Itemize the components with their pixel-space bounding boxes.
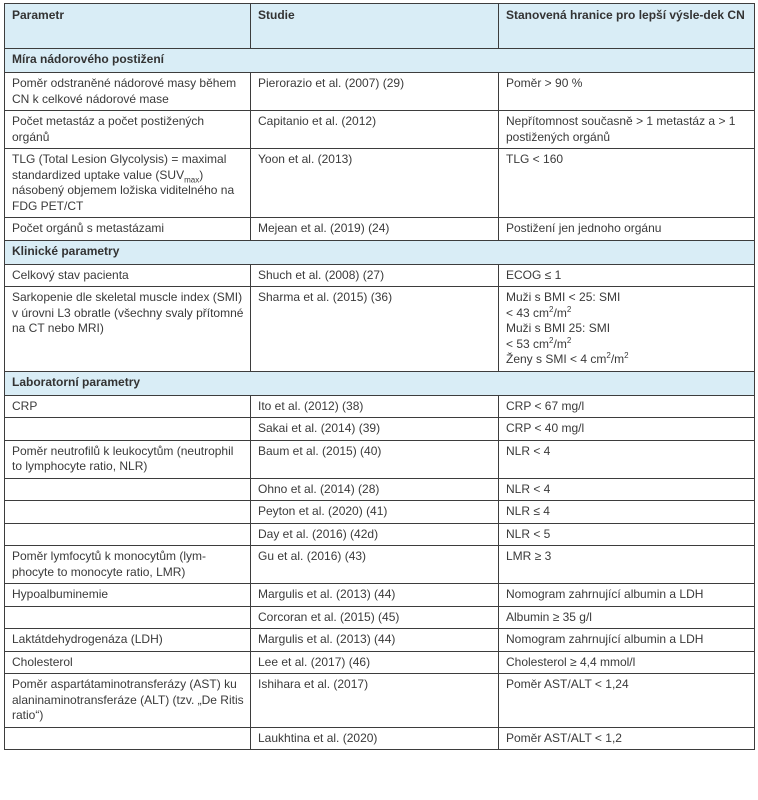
section-row [5, 371, 755, 395]
cutoff-cell: Nepřítomnost současně > 1 metastáz a > 1 postižených orgánů [499, 111, 755, 149]
parameters-table [4, 3, 755, 750]
cutoff-cell: CRP < 40 mg/l [499, 418, 755, 441]
cutoff-cell: Nomogram zahrnující albumin a LDH [499, 629, 755, 652]
section-title: Laboratorní parametry [5, 371, 755, 395]
param-cell: Hypoalbuminemie [5, 584, 251, 607]
table-row [5, 264, 755, 287]
cutoff-cell: NLR < 4 [499, 478, 755, 501]
superscript: 2 [624, 351, 629, 360]
param-cell: Cholesterol [5, 651, 251, 674]
superscript: 2 [549, 304, 554, 314]
param-cell [5, 606, 251, 629]
superscript: 2 [566, 335, 572, 345]
section-row [5, 49, 755, 73]
table-row [5, 727, 755, 750]
param-cell: Sarkopenie dle skeletal muscle index (SMI) v úrovni L3 obratle (všechny svaly přítomné na CT nebo MRI) [5, 287, 251, 372]
cutoff-line [506, 306, 748, 322]
study-cell: Baum et al. (2015) (40) [251, 440, 499, 478]
table-row [5, 218, 755, 241]
study-cell: Ohno et al. (2014) (28) [251, 478, 499, 501]
cutoff-line [506, 352, 748, 368]
table-row [5, 440, 755, 478]
param-cell: Poměr aspartátaminotransferázy (AST) ku alaninaminotransferáze (ALT) (tzv. „De Ritis ratio“) [5, 674, 251, 728]
param-cell: Poměr neutrofilů k leukocytům (neutrophil to lymphocyte ratio, NLR) [5, 440, 251, 478]
param-cell [5, 149, 251, 218]
cutoff-cell: NLR ≤ 4 [499, 501, 755, 524]
section-row [5, 240, 755, 264]
table-row [5, 523, 755, 546]
cutoff-cell: Postižení jen jednoho orgánu [499, 218, 755, 241]
study-cell: Mejean et al. (2019) (24) [251, 218, 499, 241]
table-row [5, 478, 755, 501]
study-cell: Corcoran et al. (2015) (45) [251, 606, 499, 629]
study-cell: Ito et al. (2012) (38) [251, 395, 499, 418]
cutoff-text: /m [553, 305, 567, 320]
header-row [5, 4, 755, 49]
table-row [5, 395, 755, 418]
header-studie: Studie [251, 4, 499, 49]
param-text: TLG (Total Lesion Glycolysis) = maximal standardized uptake value (SUV [12, 152, 227, 182]
study-cell: Laukhtina et al. (2020) [251, 727, 499, 750]
study-cell: Pierorazio et al. (2007) (29) [251, 73, 499, 111]
param-cell: Laktátdehydrogenáza (LDH) [5, 629, 251, 652]
param-cell [5, 501, 251, 524]
param-cell [5, 523, 251, 546]
cutoff-cell: LMR ≥ 3 [499, 546, 755, 584]
cutoff-cell: Albumin ≥ 35 g/l [499, 606, 755, 629]
study-cell: Yoon et al. (2013) [251, 149, 499, 218]
cutoff-cell: NLR < 4 [499, 440, 755, 478]
param-cell [5, 418, 251, 441]
superscript: 2 [549, 335, 554, 345]
table-row [5, 606, 755, 629]
study-cell: Sharma et al. (2015) (36) [251, 287, 499, 372]
table-row [5, 287, 755, 372]
cutoff-cell: ECOG ≤ 1 [499, 264, 755, 287]
header-parametr: Parametr [5, 4, 251, 49]
cutoff-cell: Cholesterol ≥ 4,4 mmol/l [499, 651, 755, 674]
cutoff-line: Muži s BMI < 25: SMI [506, 290, 621, 304]
param-cell [5, 478, 251, 501]
param-cell: Celkový stav pacienta [5, 264, 251, 287]
cutoff-cell: Nomogram zahrnující albumin a LDH [499, 584, 755, 607]
study-cell: Margulis et al. (2013) (44) [251, 584, 499, 607]
cutoff-cell: NLR < 5 [499, 523, 755, 546]
param-text: ) násobený objemem ložiska viditelného na FDG PET/CT [12, 167, 235, 213]
cutoff-text: < 53 cm [506, 336, 550, 351]
study-cell: Shuch et al. (2008) (27) [251, 264, 499, 287]
study-cell: Day et al. (2016) (42d) [251, 523, 499, 546]
header-hranice: Stanovená hranice pro lepší výsle-dek CN [499, 4, 755, 49]
cutoff-text: < 43 cm [506, 305, 550, 320]
cutoff-text: Ženy s SMI < 4 cm [506, 352, 607, 366]
subscript: max [184, 174, 200, 184]
param-cell [5, 727, 251, 750]
cutoff-text: /m [553, 336, 567, 351]
table-row [5, 501, 755, 524]
table-row [5, 651, 755, 674]
cutoff-cell: Poměr AST/ALT < 1,2 [499, 727, 755, 750]
study-cell: Capitanio et al. (2012) [251, 111, 499, 149]
cutoff-cell: TLG < 160 [499, 149, 755, 218]
param-cell: Počet orgánů s metastázami [5, 218, 251, 241]
table-row [5, 418, 755, 441]
cutoff-cell [499, 287, 755, 372]
study-cell: Gu et al. (2016) (43) [251, 546, 499, 584]
param-cell: Poměr lymfocytů k monocytům (lym-phocyte to monocyte ratio, LMR) [5, 546, 251, 584]
param-cell: Poměr odstraněné nádorové masy během CN k celkové nádorové mase [5, 73, 251, 111]
table-row [5, 111, 755, 149]
table-row [5, 674, 755, 728]
study-cell: Sakai et al. (2014) (39) [251, 418, 499, 441]
table-row [5, 629, 755, 652]
cutoff-cell: Poměr > 90 % [499, 73, 755, 111]
param-cell: Počet metastáz a počet postižených orgánů [5, 111, 251, 149]
cutoff-line: Muži s BMI 25: SMI [506, 321, 611, 335]
cutoff-line [506, 337, 748, 353]
cutoff-cell: Poměr AST/ALT < 1,24 [499, 674, 755, 728]
param-cell: CRP [5, 395, 251, 418]
section-title: Klinické parametry [5, 240, 755, 264]
study-cell: Ishihara et al. (2017) [251, 674, 499, 728]
cutoff-text: /m [610, 352, 625, 366]
study-cell: Margulis et al. (2013) (44) [251, 629, 499, 652]
table-row [5, 73, 755, 111]
table-row [5, 149, 755, 218]
section-title: Míra nádorového postižení [5, 49, 755, 73]
superscript: 2 [606, 351, 611, 360]
table-row [5, 584, 755, 607]
table-row [5, 546, 755, 584]
superscript: 2 [566, 304, 572, 314]
study-cell: Peyton et al. (2020) (41) [251, 501, 499, 524]
cutoff-cell: CRP < 67 mg/l [499, 395, 755, 418]
study-cell: Lee et al. (2017) (46) [251, 651, 499, 674]
